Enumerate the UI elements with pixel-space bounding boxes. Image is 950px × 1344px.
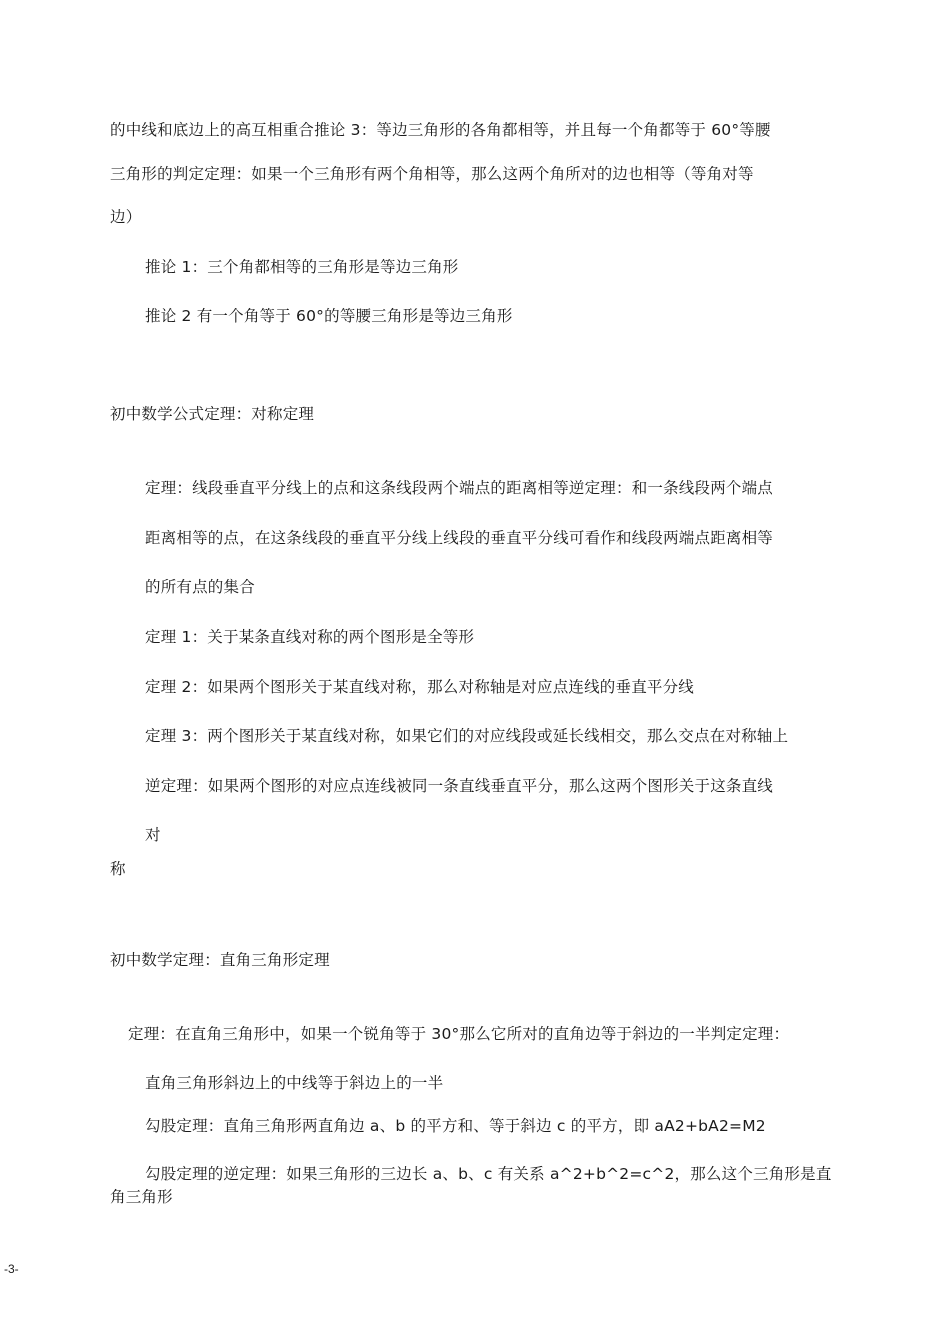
section-heading: 初中数学公式定理：对称定理 xyxy=(110,405,315,423)
text-line: 对 xyxy=(145,826,161,844)
text-line: 直角三角形斜边上的中线等于斜边上的一半 xyxy=(145,1074,444,1092)
text-line: 勾股定理：直角三角形两直角边 a、b 的平方和、等于斜边 c 的平方，即 aA2+bA2=M2 xyxy=(145,1117,766,1135)
text-line: 定理：在直角三角形中，如果一个锐角等于 30°那么它所对的直角边等于斜边的一半判定定理： xyxy=(128,1025,790,1043)
text-line: 定理 2：如果两个图形关于某直线对称，那么对称轴是对应点连线的垂直平分线 xyxy=(145,678,694,696)
text-line: 推论 2 有一个角等于 60°的等腰三角形是等边三角形 xyxy=(145,307,513,325)
page-number: -3- xyxy=(4,1262,19,1276)
text-line: 的中线和底边上的高互相重合推论 3：等边三角形的各角都相等，并且每一个角都等于 60°等腰 xyxy=(110,121,771,139)
text-line: 角三角形 xyxy=(110,1188,173,1206)
text-line: 定理 3：两个图形关于某直线对称，如果它们的对应线段或延长线相交，那么交点在对称轴上 xyxy=(145,727,789,745)
text-line: 逆定理：如果两个图形的对应点连线被同一条直线垂直平分，那么这两个图形关于这条直线 xyxy=(145,777,774,795)
text-line: 勾股定理的逆定理：如果三角形的三边长 a、b、c 有关系 a^2+b^2=c^2，那么这个三角形是直 xyxy=(145,1165,832,1183)
text-line: 距离相等的点，在这条线段的垂直平分线上线段的垂直平分线可看作和线段两端点距离相等 xyxy=(145,529,774,547)
text-line: 的所有点的集合 xyxy=(145,578,255,596)
text-line: 定理 1：关于某条直线对称的两个图形是全等形 xyxy=(145,628,475,646)
text-line: 推论 1：三个角都相等的三角形是等边三角形 xyxy=(145,258,459,276)
text-line: 边） xyxy=(110,208,142,226)
text-line: 称 xyxy=(110,860,126,878)
text-line: 三角形的判定定理：如果一个三角形有两个角相等，那么这两个角所对的边也相等（等角对等 xyxy=(110,165,754,183)
section-heading: 初中数学定理：直角三角形定理 xyxy=(110,951,330,969)
text-line: 定理：线段垂直平分线上的点和这条线段两个端点的距离相等逆定理：和一条线段两个端点 xyxy=(145,479,774,497)
